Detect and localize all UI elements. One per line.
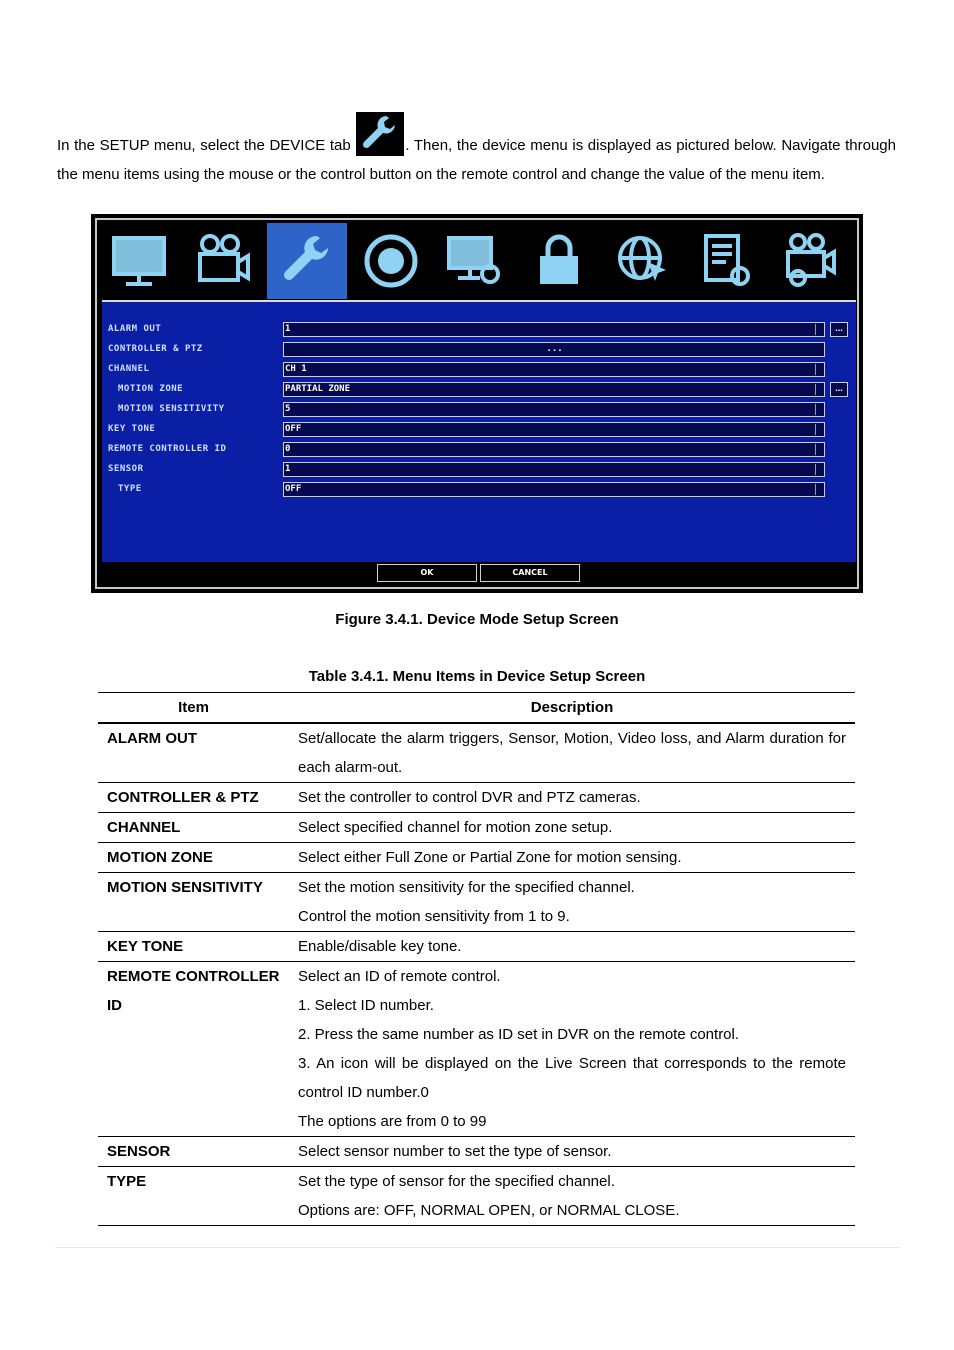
footer-divider — [55, 1247, 900, 1248]
device-setup-screenshot — [91, 214, 863, 593]
table-row — [98, 932, 855, 962]
field-label: MOTION SENSITIVITY — [118, 404, 225, 414]
table-row — [98, 843, 855, 873]
item-description: Select either Full Zone or Partial Zone for motion sensing. — [289, 843, 855, 873]
sensor-select[interactable]: 1 — [283, 462, 825, 477]
item-name: MOTION ZONE — [98, 843, 289, 873]
tab-security[interactable] — [519, 223, 599, 299]
controller-ptz-button[interactable]: ... — [283, 342, 825, 357]
column-header-description: Description — [289, 693, 855, 724]
item-description: Set the type of sensor for the specified channel. Options are: OFF, NORMAL OPEN, or NORMAL CLOSE. — [289, 1167, 855, 1226]
wrench-icon — [276, 230, 338, 292]
row-type — [102, 482, 856, 498]
button-bar — [102, 562, 856, 584]
field-label: MOTION ZONE — [118, 384, 184, 394]
chevron-down-icon — [815, 464, 823, 475]
row-motion-zone — [102, 382, 856, 398]
item-description: Set the controller to control DVR and PTZ cameras. — [289, 783, 855, 813]
tab-event[interactable] — [687, 223, 767, 299]
remote-controller-id-select[interactable]: 0 — [283, 442, 825, 457]
tab-display[interactable] — [99, 223, 179, 299]
camera-icon — [192, 230, 254, 292]
menu-items-table — [98, 692, 855, 1226]
intro-text-1: In the SETUP menu, select the DEVICE tab — [57, 137, 351, 154]
field-label: TYPE — [118, 484, 142, 494]
item-description: Select an ID of remote control. 1. Select ID number. 2. Press the same number as ID set in DVR on the remote control. 3. An icon will be displayed on the Live Screen that corresponds to the remote control ID number.0 The options are from 0 to 99 — [289, 962, 855, 1137]
type-select[interactable]: OFF — [283, 482, 825, 497]
monitor-gear-icon — [444, 230, 506, 292]
row-key-tone — [102, 422, 856, 438]
tab-camera[interactable] — [183, 223, 263, 299]
chevron-down-icon — [815, 404, 823, 415]
table-row — [98, 1137, 855, 1167]
device-settings-panel — [102, 300, 856, 562]
item-name: MOTION SENSITIVITY — [98, 873, 289, 932]
item-name: TYPE — [98, 1167, 289, 1226]
row-remote-controller-id — [102, 442, 856, 458]
chevron-down-icon — [815, 364, 823, 375]
row-controller-ptz — [102, 342, 856, 358]
monitor-icon — [108, 230, 170, 292]
document-gear-icon — [696, 230, 758, 292]
intro-text-2: . Then, the device menu is displayed as pictured below. Navigate through the menu items using the mouse or the control button on the remote control and change the value of the menu item. — [57, 137, 896, 183]
column-header-item: Item — [98, 693, 289, 724]
motion-zone-select[interactable]: PARTIAL ZONE — [283, 382, 825, 397]
chevron-down-icon — [815, 444, 823, 455]
field-label: CHANNEL — [108, 364, 150, 374]
table-caption: Table 3.4.1. Menu Items in Device Setup Screen — [308, 668, 646, 685]
field-label: ALARM OUT — [108, 324, 162, 334]
item-description: Set/allocate the alarm triggers, Sensor, Motion, Video loss, and Alarm duration for each alarm-out. — [289, 723, 855, 783]
row-alarm-out — [102, 322, 856, 338]
table-row — [98, 783, 855, 813]
network-icon — [612, 230, 674, 292]
channel-select[interactable]: CH 1 — [283, 362, 825, 377]
key-tone-select[interactable]: OFF — [283, 422, 825, 437]
tab-camera-setup[interactable] — [771, 223, 851, 299]
table-header-row — [98, 693, 855, 724]
record-icon — [360, 230, 422, 292]
table-row — [98, 962, 855, 1137]
field-label: REMOTE CONTROLLER ID — [108, 444, 227, 454]
chevron-down-icon — [815, 424, 823, 435]
setup-tab-bar — [99, 222, 855, 302]
item-description: Select specified channel for motion zone setup. — [289, 813, 855, 843]
motion-zone-more-button[interactable]: ... — [830, 382, 848, 397]
item-name: SENSOR — [98, 1137, 289, 1167]
motion-sensitivity-select[interactable]: 5 — [283, 402, 825, 417]
row-motion-sensitivity — [102, 402, 856, 418]
wrench-icon — [356, 112, 404, 156]
lock-icon — [528, 230, 590, 292]
field-label: KEY TONE — [108, 424, 156, 434]
table-row — [98, 1167, 855, 1226]
tab-record[interactable] — [351, 223, 431, 299]
ok-button[interactable]: OK — [377, 564, 477, 582]
alarm-out-select[interactable]: 1 — [283, 322, 825, 337]
table-row — [98, 723, 855, 783]
tab-system[interactable] — [435, 223, 515, 299]
alarm-out-more-button[interactable]: ... — [830, 322, 848, 337]
item-description: Set the motion sensitivity for the specified channel. Control the motion sensitivity from 1 to 9. — [289, 873, 855, 932]
field-label: SENSOR — [108, 464, 144, 474]
item-name: KEY TONE — [98, 932, 289, 962]
figure-caption: Figure 3.4.1. Device Mode Setup Screen — [335, 611, 619, 628]
row-sensor — [102, 462, 856, 478]
camera-gear-icon — [780, 230, 842, 292]
row-channel — [102, 362, 856, 378]
chevron-down-icon — [815, 324, 823, 335]
field-label: CONTROLLER & PTZ — [108, 344, 203, 354]
table-row — [98, 873, 855, 932]
item-description: Select sensor number to set the type of sensor. — [289, 1137, 855, 1167]
intro-paragraph — [57, 112, 896, 189]
tab-device[interactable] — [267, 223, 347, 299]
chevron-down-icon — [815, 384, 823, 395]
chevron-down-icon — [815, 484, 823, 495]
table-row — [98, 813, 855, 843]
item-description: Enable/disable key tone. — [289, 932, 855, 962]
item-name: ALARM OUT — [98, 723, 289, 783]
cancel-button[interactable]: CANCEL — [480, 564, 580, 582]
tab-network[interactable] — [603, 223, 683, 299]
item-name: REMOTE CONTROLLER ID — [98, 962, 289, 1137]
item-name: CONTROLLER & PTZ — [98, 783, 289, 813]
item-name: CHANNEL — [98, 813, 289, 843]
